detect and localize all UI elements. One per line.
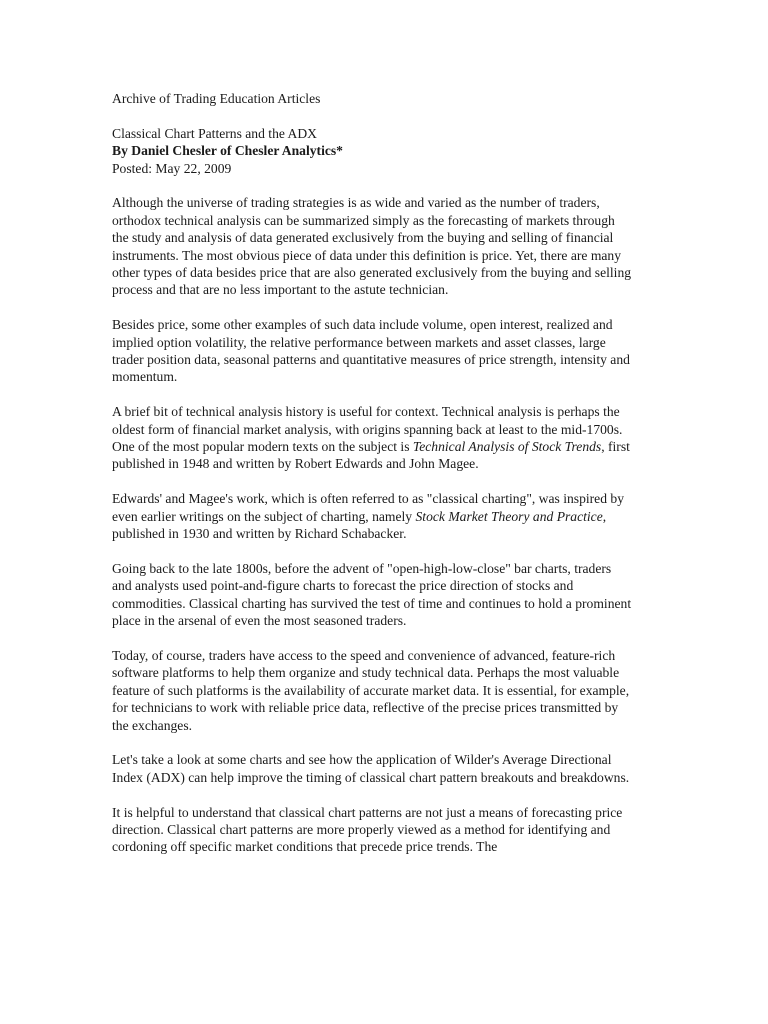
document-page — [112, 90, 632, 873]
article-title: Classical Chart Patterns and the ADX — [112, 125, 318, 141]
archive-title: Archive of Trading Education Articles — [112, 91, 321, 106]
paragraph-8: It is helpful to understand that classical chart patterns are not just a means of forecasting price direction. Classical chart patterns are more properly viewed as a method for identifying and cordoning off specific market conditions that precede price trends. The — [112, 804, 623, 855]
book-title-stock-market-theory: Stock Market Theory and Practice — [415, 508, 603, 524]
posted-date: Posted: May 22, 2009 — [112, 160, 232, 176]
book-title-technical-analysis: Technical Analysis of Stock Trends — [412, 439, 602, 455]
paragraph-2: Besides price, some other examples of such data include volume, open interest, realized and implied option volatility, the relative performance between markets and asset classes, large trader position data, seasonal patterns and quantitative measures of price strength, intensity and momentum. — [112, 317, 630, 385]
paragraph-3 — [112, 403, 632, 473]
paragraph-4 — [112, 490, 632, 542]
byline: By Daniel Chesler of Chesler Analytics* — [112, 143, 343, 159]
paragraph-1: Although the universe of trading strategies is as wide and varied as the number of traders, orthodox technical analysis can be summarized simply as the forecasting of markets through the study and analysis of data generated exclusively from the buying and selling of financial instruments. The most obvious piece of data under this definition is price. Yet, there are many other types of data besides price that are also generated exclusively from the buying and selling process and that are no less important to the astute technician. — [112, 195, 632, 298]
paragraph-5: Going back to the late 1800s, before the advent of "open-high-low-close" bar charts, traders and analysts used point-and-figure charts to forecast the price direction of stocks and commodities. Classical charting has survived the test of time and continues to hold a prominent place in the arsenal of even the most seasoned traders. — [112, 560, 632, 629]
paragraph-6: Today, of course, traders have access to the speed and convenience of advanced, feature-rich software platforms to help them organize and study technical data. Perhaps the most valuable feature of such platforms is the availability of accurate market data. It is essential, for example, for technicians to work with reliable price data, reflective of the precise prices transmitted by the exchanges. — [112, 647, 630, 733]
paragraph-7: Let's take a look at some charts and see how the application of Wilder's Average Directional Index (ADX) can help improve the timing of classical chart pattern breakouts and breakdowns. — [112, 752, 630, 785]
paragraph-3-text-a: A brief bit of technical analysis history is useful for context. Technical analysis is perhaps the oldest form of financial market analysis, with origins spanning back at least to the mid-1700s. One of the most popular modern texts on the subject is — [112, 404, 623, 455]
paragraph-3-text-b: , first published in 1948 and written by Robert Edwards and John Magee. — [112, 439, 630, 472]
paragraph-4-text-b: , published in 1930 and written by Richard Schabacker. — [112, 508, 607, 542]
article-header — [112, 125, 632, 177]
paragraph-4-text-a: Edwards' and Magee's work, which is often referred to as "classical charting", was inspired by even earlier writings on the subject of charting, namely — [112, 491, 625, 524]
